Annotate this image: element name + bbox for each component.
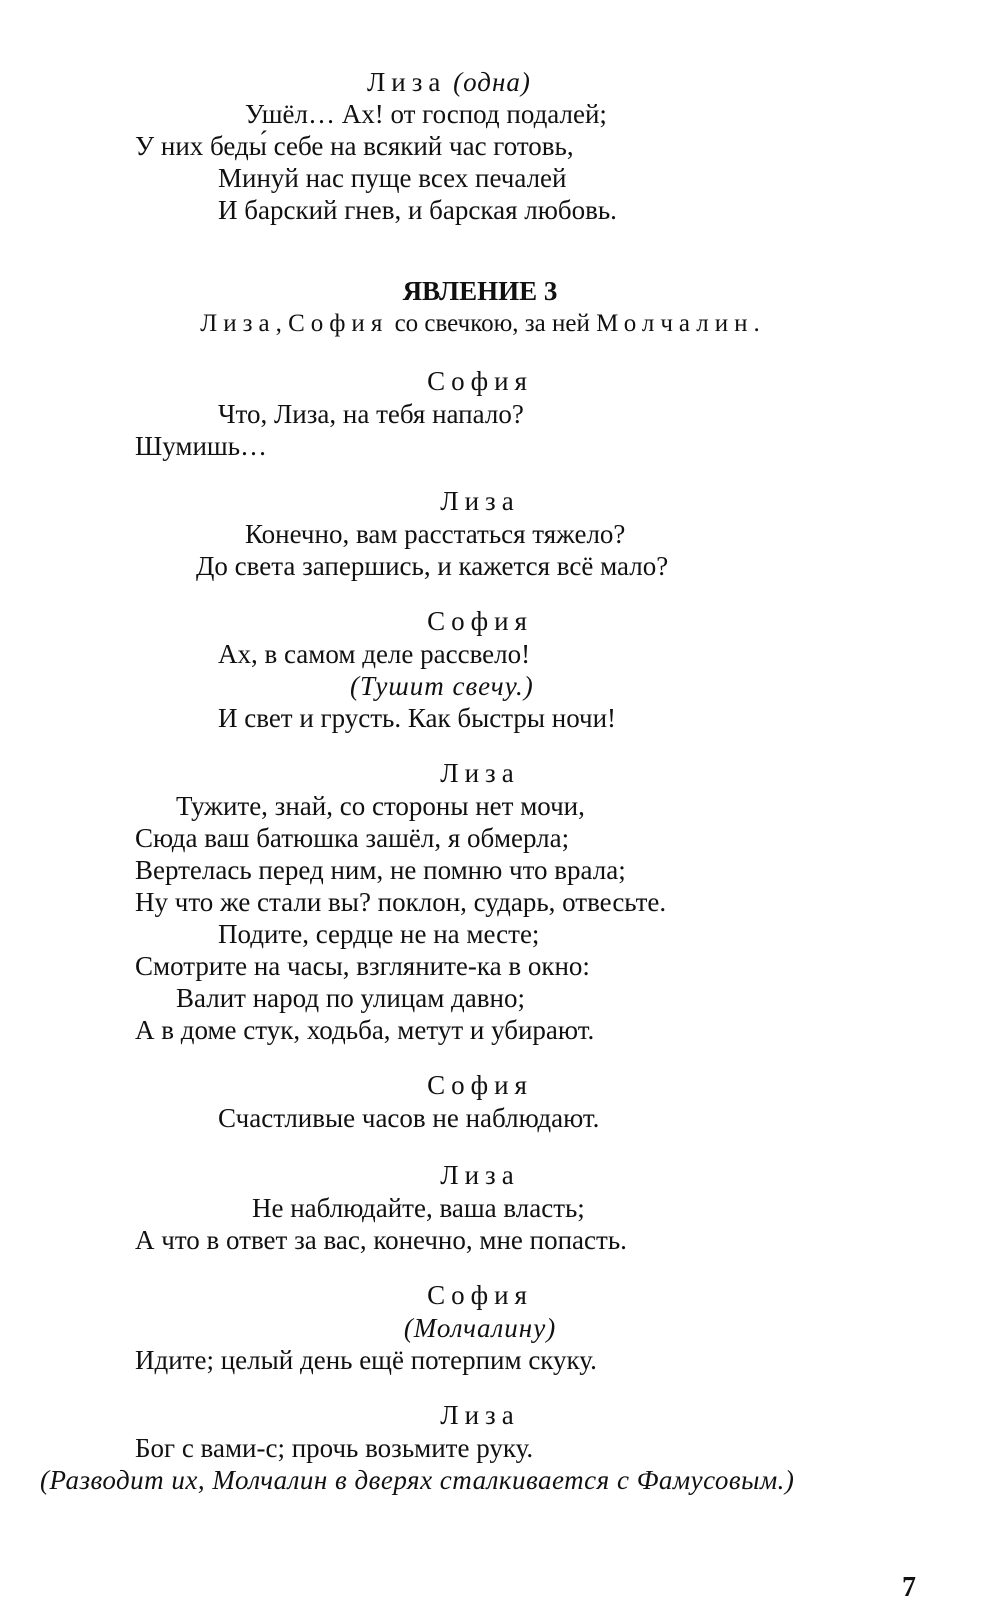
cast-molchalin: Молчалин [596, 310, 754, 337]
scene-cast [0, 310, 960, 338]
verse-line: И свет и грусть. Как быстры ночи! [218, 703, 617, 733]
verse-line: Шумишь… [135, 431, 268, 461]
speaker-name: Лиза [440, 1160, 520, 1190]
verse-line: Ну что же стали вы? поклон, сударь, отвесьте. [135, 887, 667, 917]
speaker-name: София [427, 1280, 533, 1310]
speaker-header [367, 66, 531, 98]
cast-separator: , [275, 310, 289, 337]
speaker-name: София [427, 366, 533, 396]
verse-line: Бог с вами-с; прочь возьмите руку. [135, 1433, 534, 1463]
verse-line: Подите, сердце не на месте; [218, 919, 540, 949]
verse-line: Не наблюдайте, ваша власть; [252, 1193, 585, 1223]
speaker-name: Лиза [440, 758, 520, 788]
stage-direction: (Молчалину) [403, 1313, 557, 1343]
verse-line: А в доме стук, ходьба, метут и убирают. [135, 1015, 595, 1045]
verse-line: Идите; целый день ещё потерпим скуку. [135, 1345, 597, 1375]
speaker-name: Лиза [440, 1400, 520, 1430]
verse-line: А что в ответ за вас, конечно, мне попасть. [135, 1225, 627, 1255]
page-number: 7 [902, 1572, 916, 1603]
cast-liza: Лиза [200, 310, 276, 337]
verse-line: И барский гнев, и барская любовь. [218, 195, 617, 225]
verse-line: Сюда ваш батюшка зашёл, я обмерла; [135, 823, 570, 853]
stage-direction: (Тушит свечу.) [350, 671, 534, 701]
verse-line: Ах, в самом деле рассвело! [218, 639, 531, 669]
cast-description: со свечкою, за ней [388, 310, 597, 337]
verse-line: Ушёл… Ах! от господ подалей; [245, 99, 607, 129]
cast-sofia: София [288, 310, 389, 337]
scene-title: ЯВЛЕНИЕ 3 [402, 276, 558, 306]
stage-direction: (одна) [453, 67, 531, 97]
speaker-name: София [427, 1070, 533, 1100]
verse-line: Минуй нас пуще всех печалей [218, 163, 567, 193]
stage-direction: (Разводит их, Молчалин в дверях сталкивается с Фамусовым.) [40, 1465, 795, 1495]
verse-line: Тужите, знай, со стороны нет мочи, [176, 791, 585, 821]
speaker-name: Лиза [367, 67, 447, 97]
verse-line: Что, Лиза, на тебя напало? [218, 399, 524, 429]
cast-end: . [753, 310, 760, 337]
verse-line: Валит народ по улицам давно; [176, 983, 525, 1013]
speaker-name: Лиза [440, 486, 520, 516]
verse-line: Конечно, вам расстаться тяжело? [245, 519, 626, 549]
verse-line: Счастливые часов не наблюдают. [218, 1103, 600, 1133]
speaker-name: София [427, 606, 533, 636]
verse-line: У них беды́ себе на всякий час готовь, [135, 131, 574, 161]
verse-line: До света запершись, и кажется всё мало? [196, 551, 669, 581]
verse-line: Смотрите на часы, взгляните-ка в окно: [135, 951, 590, 981]
verse-line: Вертелась перед ним, не помню что врала; [135, 855, 626, 885]
